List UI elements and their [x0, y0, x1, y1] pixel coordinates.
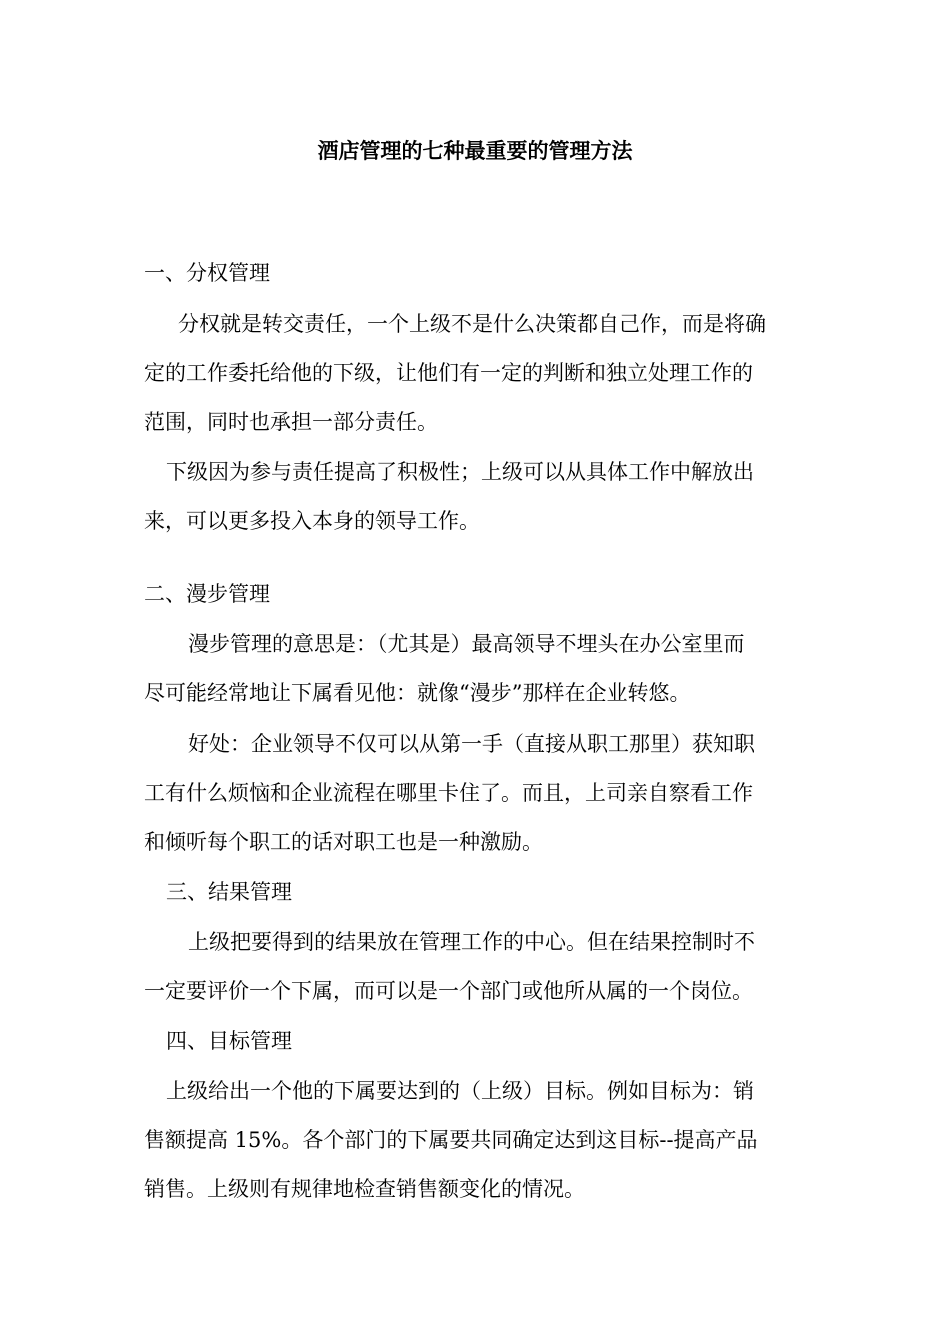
paragraph-line: 尽可能经常地让下属看见他：就像“漫步”那样在企业转悠。 — [144, 681, 691, 705]
paragraph-line: 上级给出一个他的下属要达到的（上级）目标。例如目标为：销 — [166, 1079, 754, 1103]
document-title: 酒店管理的七种最重要的管理方法 — [317, 138, 633, 163]
paragraph-line: 售额提高 15%。各个部门的下属要共同确定达到这目标--提高产品 — [144, 1128, 758, 1152]
paragraph-line: 工有什么烦恼和企业流程在哪里卡住了。而且，上司亲自察看工作 — [144, 781, 753, 805]
paragraph-line: 下级因为参与责任提高了积极性；上级可以从具体工作中解放出 — [166, 460, 754, 484]
paragraph-line: 定的工作委托给他的下级，让他们有一定的判断和独立处理工作的 — [144, 361, 753, 385]
section-heading-walkabout: 二、漫步管理 — [144, 582, 270, 606]
paragraph-line: 分权就是转交责任，一个上级不是什么决策都自己作，而是将确 — [178, 312, 766, 336]
paragraph-line: 范围，同时也承担一部分责任。 — [144, 410, 438, 434]
paragraph-line: 来，可以更多投入本身的领导工作。 — [144, 509, 480, 533]
paragraph-line: 和倾听每个职工的话对职工也是一种激励。 — [144, 830, 543, 854]
paragraph-line: 漫步管理的意思是：（尤其是）最高领导不埋头在办公室里而 — [188, 632, 745, 656]
paragraph-line: 一定要评价一个下属，而可以是一个部门或他所从属的一个岗位。 — [144, 979, 753, 1003]
section-heading-results: 三、结果管理 — [166, 880, 292, 904]
section-heading-decentralization: 一、分权管理 — [144, 261, 270, 285]
paragraph-line: 销售。上级则有规律地检查销售额变化的情况。 — [144, 1177, 585, 1201]
paragraph-line: 上级把要得到的结果放在管理工作的中心。但在结果控制时不 — [188, 930, 755, 954]
paragraph-line: 好处：企业领导不仅可以从第一手（直接从职工那里）获知职 — [188, 732, 755, 756]
section-heading-objectives: 四、目标管理 — [166, 1029, 292, 1053]
